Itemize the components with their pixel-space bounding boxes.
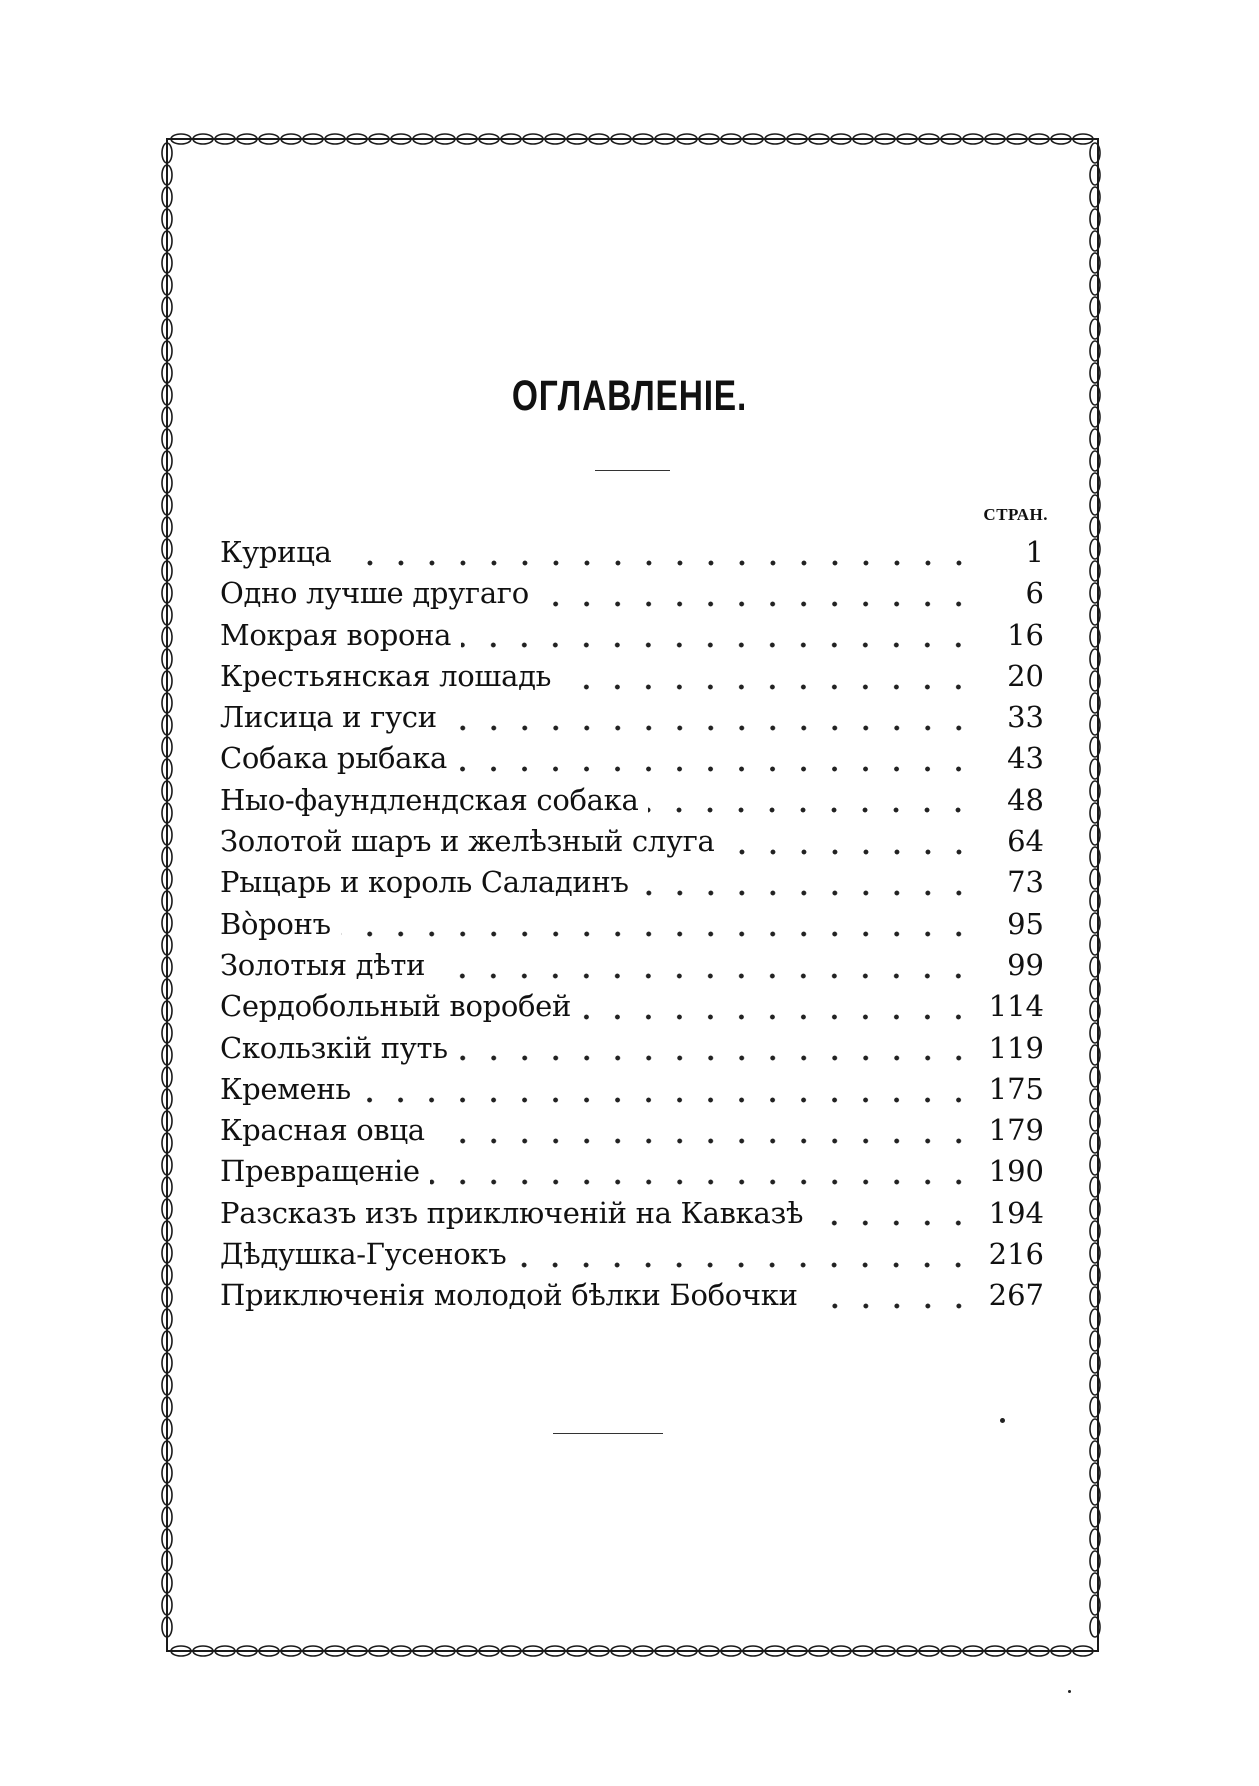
toc-entry bbox=[220, 1113, 1044, 1154]
toc-entry-title: Вòронъ bbox=[220, 906, 331, 941]
dot-leader bbox=[725, 848, 974, 856]
dot-leader bbox=[458, 1054, 974, 1062]
toc-entry-page: 48 bbox=[1007, 782, 1044, 817]
toc-entry-page: 43 bbox=[1007, 741, 1044, 776]
dot-leader bbox=[457, 765, 974, 773]
dot-leader bbox=[639, 889, 974, 897]
dot-leader bbox=[435, 972, 974, 980]
page-title: ОГЛАВЛЕНІЕ. bbox=[511, 372, 748, 420]
toc-entry bbox=[220, 865, 1044, 906]
toc-entry bbox=[220, 948, 1044, 989]
dot-leader bbox=[813, 1219, 974, 1227]
toc-entry-title: Золотыя дѣти bbox=[220, 947, 426, 982]
dot-leader bbox=[342, 559, 974, 567]
toc-entry bbox=[220, 700, 1044, 741]
toc-entry-title: Приключенія молодой бѣлки Бобочки bbox=[220, 1278, 798, 1313]
toc-entry-page: 64 bbox=[1007, 824, 1044, 859]
toc-entry-page: 190 bbox=[988, 1154, 1044, 1189]
dot-leader bbox=[447, 724, 974, 732]
toc-entry-page: 119 bbox=[988, 1030, 1044, 1065]
toc-entry-title: Лисица и гуси bbox=[220, 700, 437, 735]
dot-leader bbox=[461, 641, 974, 649]
toc-entry bbox=[220, 741, 1044, 782]
toc-entry bbox=[220, 783, 1044, 824]
toc-entry-page: 99 bbox=[1007, 947, 1044, 982]
toc-entry-title: Сердобольный воробей bbox=[220, 989, 572, 1024]
toc-entry-title: Превращеніе bbox=[220, 1154, 420, 1189]
ornament-border-left bbox=[160, 142, 174, 1650]
toc-entry-title: Крестьянская лошадь bbox=[220, 658, 552, 693]
toc-entry bbox=[220, 576, 1044, 617]
toc-entry-title: Собака рыбака bbox=[220, 741, 447, 776]
page-column-header: СТРАН. bbox=[983, 505, 1048, 524]
toc-entry bbox=[220, 618, 1044, 659]
toc-entry-title: Кремень bbox=[220, 1071, 351, 1106]
closing-divider bbox=[553, 1433, 663, 1434]
toc-entry bbox=[220, 659, 1044, 700]
toc-entry-title: Золотой шаръ и желѣзный слуга bbox=[220, 824, 715, 859]
dot-leader bbox=[539, 600, 974, 608]
table-of-contents bbox=[220, 535, 1044, 1320]
toc-entry-page: 216 bbox=[988, 1237, 1044, 1272]
toc-entry-page: 95 bbox=[1007, 906, 1044, 941]
toc-entry-page: 114 bbox=[988, 989, 1044, 1024]
dot-leader bbox=[516, 1261, 974, 1269]
toc-entry bbox=[220, 535, 1044, 576]
dot-leader bbox=[435, 1137, 974, 1145]
toc-entry bbox=[220, 824, 1044, 865]
toc-entry bbox=[220, 1278, 1044, 1319]
toc-entry-title: Ныо-фаундлендская собака bbox=[220, 782, 639, 817]
dot-leader bbox=[341, 930, 974, 938]
dot-leader bbox=[648, 806, 974, 814]
ink-speck bbox=[1000, 1418, 1005, 1423]
toc-entry bbox=[220, 989, 1044, 1030]
toc-entry bbox=[220, 1196, 1044, 1237]
toc-entry-page: 6 bbox=[1025, 576, 1044, 611]
toc-entry-title: Рыцарь и король Саладинъ bbox=[220, 865, 629, 900]
toc-entry-title: Дѣдушка-Гусенокъ bbox=[220, 1237, 507, 1272]
toc-entry-page: 194 bbox=[988, 1195, 1044, 1230]
dot-leader bbox=[581, 1013, 974, 1021]
toc-entry bbox=[220, 1154, 1044, 1195]
ink-speck bbox=[1068, 1690, 1071, 1693]
toc-entry-page: 20 bbox=[1007, 658, 1044, 693]
toc-entry-page: 1 bbox=[1025, 535, 1044, 569]
dot-leader bbox=[808, 1302, 974, 1310]
ornament-border-top bbox=[170, 132, 1096, 146]
toc-entry-title: Скользкій путь bbox=[220, 1030, 448, 1065]
toc-entry bbox=[220, 907, 1044, 948]
toc-entry-page: 179 bbox=[988, 1113, 1044, 1148]
toc-entry bbox=[220, 1237, 1044, 1278]
toc-entry-page: 175 bbox=[988, 1071, 1044, 1106]
toc-entry-page: 73 bbox=[1007, 865, 1044, 900]
dot-leader bbox=[561, 683, 974, 691]
toc-entry-title: Курица bbox=[220, 535, 332, 569]
toc-entry-page: 16 bbox=[1007, 617, 1044, 652]
toc-entry-title: Одно лучше другаго bbox=[220, 576, 529, 611]
toc-entry-title: Разсказъ изъ приключеній на Кавказѣ bbox=[220, 1195, 804, 1230]
ornament-border-bottom bbox=[170, 1644, 1096, 1658]
toc-entry-page: 267 bbox=[988, 1278, 1044, 1313]
dot-leader bbox=[361, 1096, 974, 1104]
dot-leader bbox=[430, 1178, 974, 1186]
toc-entry-title: Мокрая ворона bbox=[220, 617, 452, 652]
ornament-border-right bbox=[1088, 142, 1102, 1650]
toc-entry bbox=[220, 1031, 1044, 1072]
title-divider bbox=[595, 470, 670, 471]
toc-entry-page: 33 bbox=[1007, 700, 1044, 735]
toc-entry bbox=[220, 1072, 1044, 1113]
toc-entry-title: Красная овца bbox=[220, 1113, 425, 1148]
